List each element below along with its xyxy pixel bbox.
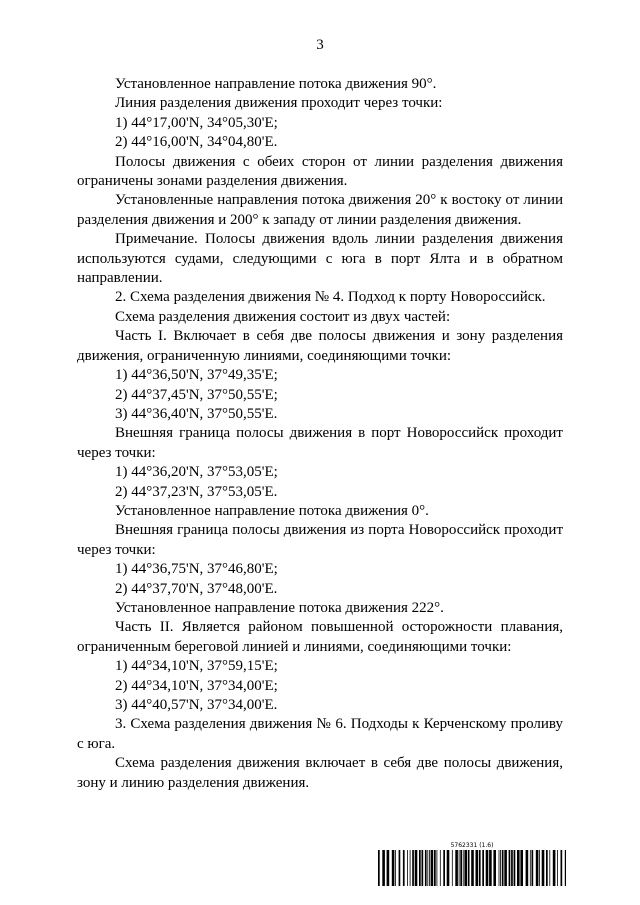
coordinate-line: 1) 44°36,50'N, 37°49,35'E; — [115, 367, 278, 384]
section-heading: 2. Схема разделения движения № 4. Подход к порту Новороссийск. — [115, 289, 546, 306]
paragraph: Линия разделения движения проходит через точки: — [115, 95, 443, 112]
paragraph: Полосы движения с обеих сторон от линии разделения движения ограничены зонами разделения движения. — [77, 153, 563, 190]
barcode-bar — [532, 850, 534, 886]
barcode-bar — [479, 850, 481, 886]
barcode-bar — [382, 850, 385, 886]
paragraph: Примечание. Полосы движения вдоль линии разделения движения используются судами, следующими с юга в порт Ялта и в обратном направлении. — [77, 231, 563, 287]
coordinate-line: 2) 44°34,10'N, 37°34,00'E; — [115, 677, 278, 694]
coordinate-line: 3) 44°36,40'N, 37°50,55'E. — [115, 405, 278, 422]
coordinate-line: 3) 44°40,57'N, 37°34,00'E. — [115, 697, 278, 713]
barcode-block — [378, 842, 566, 886]
barcode-bar — [500, 850, 501, 886]
barcode-bar — [455, 850, 458, 886]
barcode-bar — [520, 850, 523, 886]
barcode-bar — [429, 850, 430, 886]
paragraph: Внешняя граница полосы движения из порта Новороссийск проходит через точки: — [77, 522, 563, 558]
coordinate-line: 2) 44°37,70'N, 37°48,00'E. — [115, 580, 278, 597]
barcode-bar — [530, 850, 531, 886]
coordinate-line: 1) 44°36,75'N, 37°46,80'E; — [115, 561, 278, 578]
barcode-bar — [403, 850, 405, 886]
paragraph: Внешняя граница полосы движения в порт Новороссийск проходит через точки: — [77, 425, 563, 461]
barcode-bar — [546, 850, 548, 886]
barcode-bar — [392, 850, 395, 886]
paragraph: Установленное направление потока движения 0°. — [115, 502, 429, 519]
barcode-bar — [482, 850, 484, 886]
barcode-bar — [460, 850, 462, 886]
barcode-bar — [427, 850, 428, 886]
page-number: 3 — [316, 37, 324, 53]
barcode-bar — [499, 850, 500, 886]
coordinate-line: 1) 44°36,20'N, 37°53,05'E; — [115, 464, 278, 481]
barcode-bar — [517, 850, 520, 886]
coordinate-line: 2) 44°37,23'N, 37°53,05'E. — [115, 483, 278, 500]
barcode-bar — [542, 850, 545, 886]
barcode-bar — [422, 850, 424, 886]
barcode-bar — [489, 850, 492, 886]
barcode-bar — [378, 850, 380, 886]
barcode-bar — [493, 850, 496, 886]
barcode-bar — [471, 850, 474, 886]
barcode-bar — [476, 850, 479, 886]
barcode-bar — [410, 850, 411, 886]
barcode-bar — [440, 850, 441, 886]
barcode-image — [378, 850, 566, 886]
barcode-bar — [443, 850, 445, 886]
paragraph: Схема разделения движения состоит из двух частей: — [115, 308, 451, 325]
barcode-bar — [504, 850, 507, 886]
barcode-bar — [425, 850, 427, 886]
paragraph: Установленное направление потока движения 90°. — [115, 76, 437, 92]
barcode-bar — [395, 850, 396, 886]
coordinate-line: 2) 44°37,45'N, 37°50,55'E; — [115, 386, 278, 403]
paragraph: Часть I. Включает в себя две полосы движения и зону разделения движения, ограниченную линиями, соединяющими точки: — [77, 328, 563, 364]
paragraph: Схема разделения движения включает в себя две полосы движения, зону и линию разделения движения. — [77, 755, 563, 791]
barcode-bar — [387, 850, 390, 886]
barcode-bar — [431, 850, 434, 886]
barcode-bar — [464, 850, 467, 886]
paragraph: Установленное направление потока движения 222°. — [115, 599, 444, 616]
barcode-bar — [557, 850, 558, 886]
barcode-bar — [514, 850, 516, 886]
barcode-caption: 5762331 (1.6) — [450, 842, 494, 849]
barcode-bar — [468, 850, 470, 886]
barcode-bar — [407, 850, 408, 886]
document-body — [77, 75, 563, 793]
barcode-bar — [511, 850, 513, 886]
barcode-bar — [536, 850, 539, 886]
section-heading: 3. Схема разделения движения № 6. Подходы к Керченскому проливу с юга. — [77, 716, 563, 752]
coordinate-line: 1) 44°17,00'N, 34°05,30'E; — [115, 114, 278, 131]
barcode-bar — [399, 850, 401, 886]
barcode-bar — [549, 850, 550, 886]
barcode-bar — [486, 850, 489, 886]
coordinate-line: 2) 44°16,00'N, 34°04,80'E. — [115, 134, 278, 151]
barcode-bar — [459, 850, 460, 886]
paragraph: Установленные направления потока движения 20° к востоку от линии разделения движения и 200° к западу от линии разделения движения. — [77, 192, 563, 228]
barcode-bar — [412, 850, 414, 886]
barcode-bar — [437, 850, 438, 886]
barcode-bar — [565, 850, 566, 886]
coordinate-line: 1) 44°34,10'N, 37°59,15'E; — [115, 658, 278, 675]
barcode-bar — [526, 850, 529, 886]
barcode-bar — [452, 850, 453, 886]
barcode-bar — [447, 850, 450, 886]
barcode-bar — [415, 850, 418, 886]
barcode-bar — [419, 850, 421, 886]
barcode-bar — [553, 850, 556, 886]
barcode-bar — [539, 850, 540, 886]
barcode-bar — [434, 850, 436, 886]
barcode-bar — [463, 850, 464, 886]
barcode-bar — [509, 850, 511, 886]
paragraph: Часть II. Является районом повышенной осторожности плавания, ограниченным береговой линией и линиями, соединяющими точки: — [77, 619, 563, 655]
barcode-bar — [502, 850, 504, 886]
barcode-bar — [561, 850, 563, 886]
